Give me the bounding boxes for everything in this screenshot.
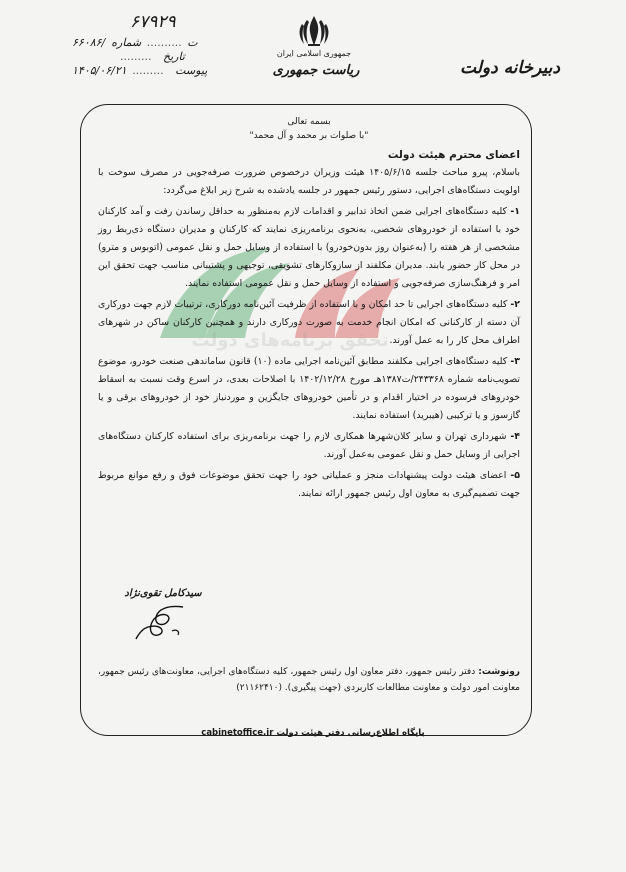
letter-item-5: [98, 467, 520, 503]
letter-number-label: شماره: [111, 36, 142, 49]
presidency-title: ریاست جمهوری: [272, 63, 360, 78]
letter-date-label-line: ......... تاریخ: [120, 50, 185, 63]
letter-intro: باسلام، پیرو مباحث جلسه ۱۴۰۵/۶/۱۵ هیئت وزیران درخصوص ضرورت صرفه‌جویی در مصرف سوخت با اولویت دستگاه‌های اجرایی، دستور رئیس جمهور در جلسه یادشده به شرح زیر ابلاغ می‌گردد:: [98, 167, 520, 196]
letter-attachment-line: ۱۴۰۵/۰۶/۲۱ ......... پیوست: [72, 64, 208, 77]
signer-name: سیدکامل تقوی‌نژاد: [124, 588, 202, 599]
letter-date-value: ۱۴۰۵/۰۶/۲۱: [72, 64, 127, 77]
secretariat-title: دبیرخانه دولت: [460, 58, 560, 78]
item-number: ۴-: [510, 431, 520, 442]
letter-item-3: [98, 353, 520, 425]
item-number: ۳-: [510, 356, 520, 367]
cc-label: رونوشت:: [478, 667, 520, 677]
letter-item-1: [98, 203, 520, 293]
item-text: اعضای هیئت دولت پیشنهادات منجز و عملیاتی خود را جهت تحقق موضوعات فوق و رفع موانع مربوط جهت تصمیم‌گیری به معاون اول رئیس جمهور ارائه نمایند.: [98, 470, 520, 499]
cc-recipients: دفتر رئیس جمهور، دفتر معاون اول رئیس جمهور، کلیه دستگاه‌های اجرایی، معاونت‌های رئیس جمهور، معاونت امور دولت و معاونت مطالعات کاربردی (جهت پیگیری). (۲۱۱۶۲۴۱۰): [98, 667, 520, 693]
letter-addressee: اعضای محترم هیئت دولت: [387, 149, 520, 161]
footer-text: پایگاه اطلاع‌رسانی دفتر هیئت دولت: [276, 728, 425, 738]
letter-serial-number: ۶۷۹۲۹: [130, 12, 176, 32]
salawat-line: "با صلوات بر محمد و آل محمد": [249, 131, 369, 141]
emblem-caption: جمهوری اسلامی ایران: [276, 49, 352, 58]
page-footer: [0, 728, 626, 738]
item-text: کلیه دستگاه‌های اجرایی مکلفند مطابق آئین‌نامه اجرایی ماده (۱۰) قانون ساماندهی صنعت خودرو، موضوع تصویب‌نامه شماره ۲۴۳۳۶۸/ت۱۳۸۷هـ مورخ ۱۴۰۲/۱۲/۲۸ با اصلاحات بعدی، در اسرع وقت نسبت به اسقاط خودروهای فرسوده در اختیار اقدام و در تأمین خودروهای جایگزین و موردنیاز خود از خودروهای برقی و یا گازسوز و یا ترکیبی (هیبرید) استفاده نمایند.: [98, 356, 520, 421]
letter-number-value: ۶۶۰۸۶/ت: [72, 36, 198, 49]
item-number: ۱-: [510, 206, 521, 217]
letter-number-line: ۶۶۰۸۶/ت .......... شماره: [72, 36, 198, 49]
carbon-copy-section: [98, 664, 520, 696]
item-text: کلیه دستگاه‌های اجرایی تا حد امکان و با استفاده از ظرفیت آئین‌نامه دورکاری، ترتیبات لازم جهت دورکاری آن دسته از کارکنانی که امکان انجام خدمت به صورت دورکاری دارند و همچنین کارکنان ساکن در شهرهای اطراف محل کار را به عمل آورند.: [98, 299, 520, 346]
letter-attachment-label: پیوست: [175, 64, 208, 77]
item-number: ۵-: [510, 470, 520, 481]
signature-block: [118, 588, 208, 641]
item-text: شهرداری تهران و سایر کلان‌شهرها همکاری لازم را جهت برنامه‌ریزی برای استفاده کارکنان دستگاه‌های اجرایی از وسایل حمل و نقل عمومی به‌عمل آورند.: [98, 431, 520, 460]
item-number: ۲-: [510, 299, 520, 310]
bismillah: بسمه تعالی: [287, 117, 331, 127]
letter-date-label: تاریخ: [162, 50, 185, 63]
letter-item-4: [98, 428, 520, 464]
letter-body: [98, 116, 520, 506]
footer-website: cabinetoffice.ir: [201, 728, 274, 738]
item-text: کلیه دستگاه‌های اجرایی ضمن اتخاذ تدابیر و اقدامات لازم به‌منظور به حداقل رساندن رفت و آمد کارکنان خود با استفاده از خودروهای شخصی، به‌نحوی برنامه‌ریزی نمایند که کارکنان و مدیران دستگاه ذی‌ربط روز مشخصی از هر هفته را (به‌عنوان روز بدون‌خودرو) با استفاده از وسایل حمل و نقل عمومی (اتوبوس و مترو) در محل کار حضور یابند. مدیران مکلفند از سازوکارهای تشویقی، توجیهی و پشتیبانی مناسب جهت تحقق این امر و فرهنگ‌سازی صرفه‌جویی و استفاده از وسایل حمل و نقل عمومی استفاده نمایند.: [98, 206, 520, 289]
letter-item-2: [98, 296, 520, 350]
handwritten-signature: [128, 601, 198, 641]
watermark-text: تحقق برنامه‌های دولت: [191, 330, 389, 351]
iran-emblem-icon: [296, 14, 332, 48]
